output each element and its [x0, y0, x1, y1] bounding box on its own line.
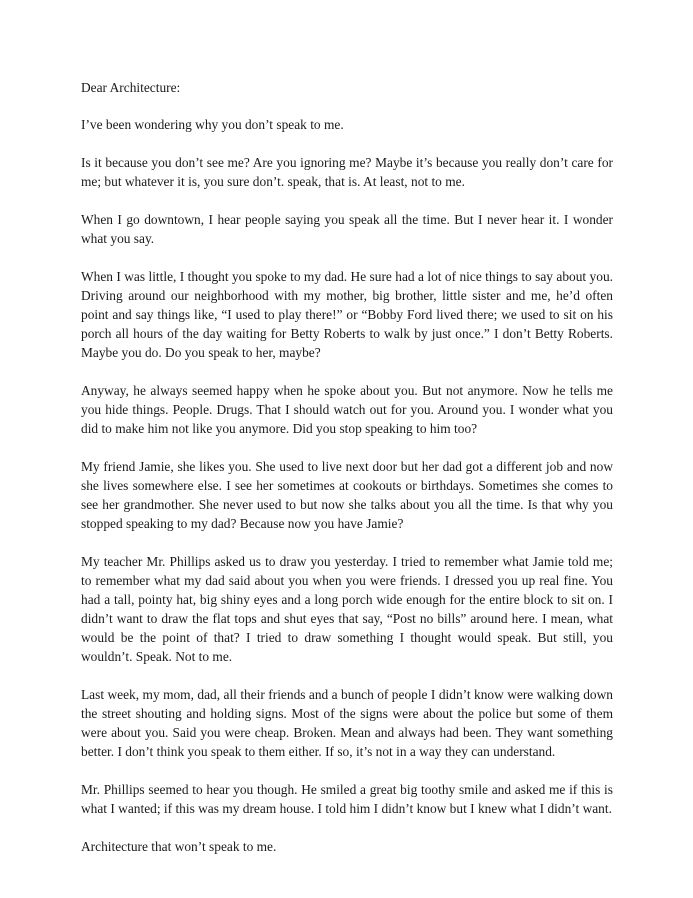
letter-salutation: Dear Architecture:	[81, 80, 181, 95]
letter-paragraph: Mr. Phillips seemed to hear you though. He smiled a great big toothy smile and asked me if this is what I wanted; if this was my dream house. I told him I didn’t know but I knew what I didn’t want.	[81, 782, 613, 816]
letter-paragraph: When I go downtown, I hear people saying you speak all the time. But I never hear it. I wonder what you say.	[81, 212, 613, 246]
letter-paragraph: I’ve been wondering why you don’t speak to me.	[81, 117, 344, 132]
letter-paragraph: Is it because you don’t see me? Are you ignoring me? Maybe it’s because you really don’t care for me; but whatever it is, you sure don’t. speak, that is. At least, not to me.	[81, 155, 613, 189]
letter-paragraph: Anyway, he always seemed happy when he spoke about you. But not anymore. Now he tells me you hide things. People. Drugs. That I should watch out for you. Around you. I wonder what you did to make him not like you anymore. Did you stop speaking to him too?	[81, 383, 613, 436]
letter-paragraph: My friend Jamie, she likes you. She used to live next door but her dad got a different job and now she lives somewhere else. I see her sometimes at cookouts or birthdays. Sometimes she comes to see her grandmother. She never used to but now she talks about you all the time. Is that why you stopped speaking to my dad? Because now you have Jamie?	[81, 459, 613, 531]
letter-paragraph: When I was little, I thought you spoke to my dad. He sure had a lot of nice things to say about you. Driving around our neighborhood with my mother, big brother, little sister and me, he’d often point and say things like, “I used to play there!” or “Bobby Ford lived there; we used to sit on his porch all hours of the day waiting for Betty Roberts to walk by just once.” I don’t Betty Roberts. Maybe you do. Do you speak to her, maybe?	[81, 269, 613, 360]
letter-paragraph: My teacher Mr. Phillips asked us to draw you yesterday. I tried to remember what Jamie told me; to remember what my dad said about you when you were friends. I dressed you up real fine. You had a tall, pointy hat, big shiny eyes and a long porch wide enough for the entire block to sit on. I didn’t want to draw the flat tops and shut eyes that say, “Post no bills” around here. I mean, what would be the point of that? I tried to draw something I thought would speak. But still, you wouldn’t. Speak. Not to me.	[81, 554, 613, 664]
letter-page	[81, 78, 613, 856]
letter-paragraph: Last week, my mom, dad, all their friends and a bunch of people I didn’t know were walking down the street shouting and holding signs. Most of the signs were about the police but some of them were about you. Said you were cheap. Broken. Mean and always had been. They want something better. I don’t think you speak to them either. If so, it’s not in a way they can understand.	[81, 687, 613, 759]
letter-closing: Architecture that won’t speak to me.	[81, 839, 277, 854]
